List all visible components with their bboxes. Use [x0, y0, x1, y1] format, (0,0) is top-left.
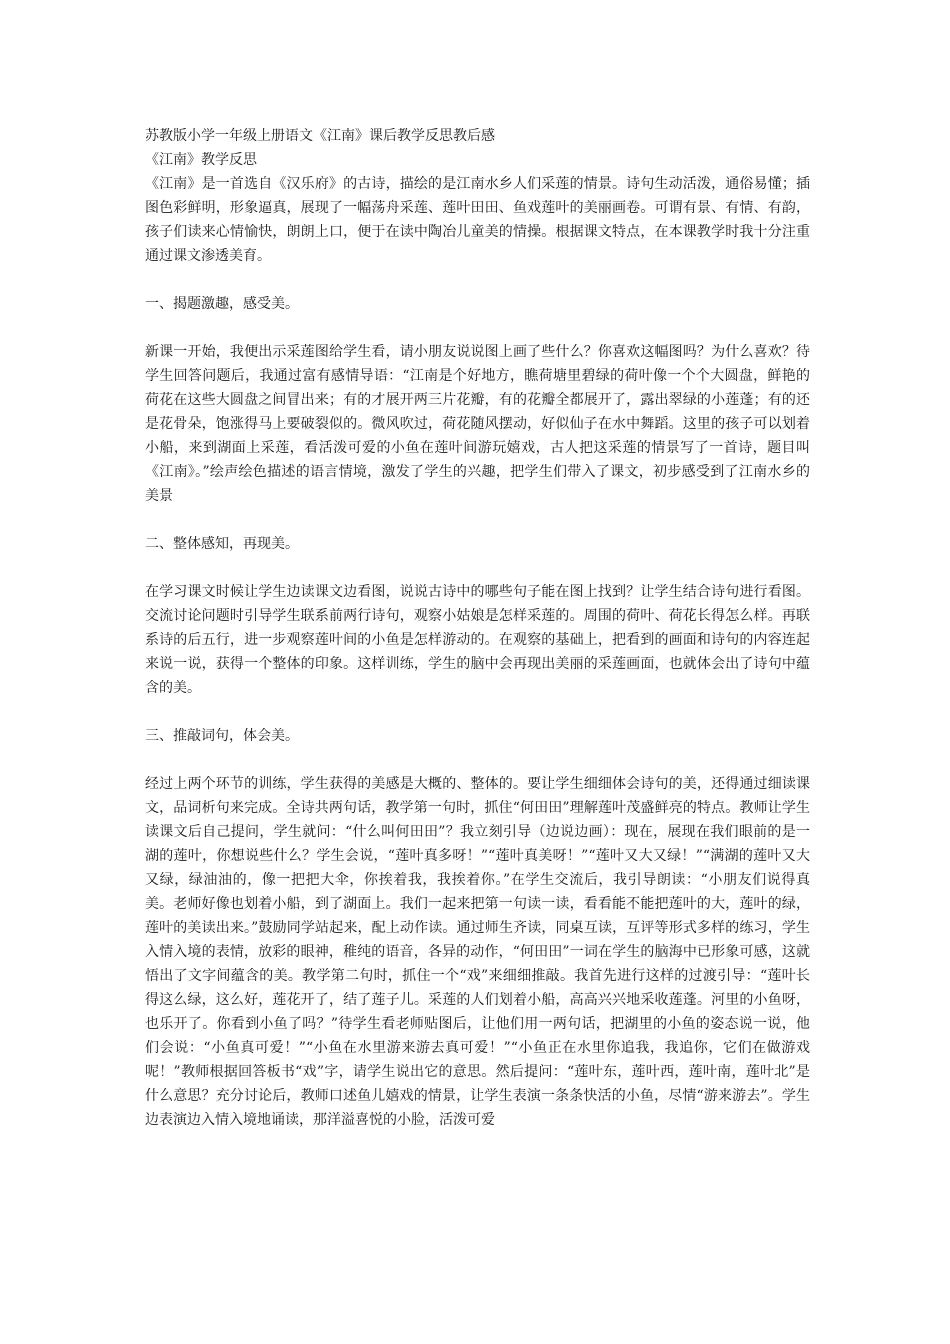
paragraph-gap — [145, 268, 810, 292]
document-subtitle: 《江南》教学反思 — [145, 152, 257, 168]
paragraph-gap — [145, 508, 810, 532]
paragraph-gap — [145, 316, 810, 340]
section-3-paragraph: 经过上两个环节的训练，学生获得的美感是大概的、整体的。要让学生细细体会诗句的美，还得通过细读课文，品词析句来完成。全诗共两句话，教学第一句时，抓住“何田田”理解莲叶茂盛鲜亮的特点。教师让学生读课文后自己提问，学生就问：“什么叫何田田”？我立刻引导（边说边画）：现在，展现在我们眼前的是一湖的莲叶，你想说些什么？学生会说，“莲叶真多呀！”“莲叶真美呀！”“莲叶又大又绿！”“满湖的莲叶又大又绿，绿油油的，像一把把大伞，你挨着我，我挨着你。”在学生交流后，我引导朗读：“小朋友们说得真美。老师好像也划着小船，到了湖面上。我们一起来把第一句读一读，看看能不能把莲叶的大，莲叶的绿，莲叶的美读出来。”鼓励同学站起来，配上动作读。通过师生齐读，同桌互读，互评等形式多样的练习，学生入情入境的表情，放彩的眼神，稚纯的语音，各异的动作，“何田田”一词在学生的脑海中已形象可感，这就悟出了文字间蕴含的美。教学第二句时，抓住一个“戏”来细细推敲。我首先进行这样的过渡引导：“莲叶长得这么绿，这么好，莲花开了，结了莲子儿。采莲的人们划着小船，高高兴兴地采收莲蓬。河里的小鱼呀，也乐开了。你看到小鱼了吗？”待学生看老师贴图后，让他们用一两句话，把湖里的小鱼的姿态说一说，他们会说：“小鱼真可爱！”“小鱼在水里游来游去真可爱！”“小鱼正在水里你追我，我追你，它们在做游戏呢！”教师根据回答板书“戏”字，请学生说出它的意思。然后提问：“莲叶东，莲叶西，莲叶南，莲叶北”是什么意思？充分讨论后，教师口述鱼儿嬉戏的情景，让学生表演一条条快活的小鱼，尽情“游来游去”。学生边表演边入情入境地诵读，那洋溢喜悦的小脸，活泼可爱 — [145, 776, 810, 1128]
section-1-paragraph: 新课一开始，我便出示采莲图给学生看，请小朋友说说图上画了些什么？你喜欢这幅图吗？为什么喜欢？待学生回答问题后，我通过富有感情导语：“江南是个好地方，瞧荷塘里碧绿的荷叶像一个个大圆盘，鲜艳的荷花在这些大圆盘之间冒出来；有的才展开两三片花瓣，有的花瓣全都展开了，露出翠绿的小莲蓬；有的还是花骨朵，饱涨得马上要破裂似的。微风吹过，荷花随风摆动，好似仙子在水中舞蹈。这里的孩子可以划着小船，来到湖面上采莲，看活泼可爱的小鱼在莲叶间游玩嬉戏，古人把这采莲的情景写了一首诗，题目叫《江南》。”绘声绘色描述的语言情境，激发了学生的兴趣，把学生们带入了课文，初步感受到了江南水乡的美景 — [145, 344, 810, 504]
document-page — [145, 124, 810, 1132]
intro-paragraph: 《江南》是一首选自《汉乐府》的古诗，描绘的是江南水乡人们采莲的情景。诗句生动活泼，通俗易懂；插图色彩鲜明，形象逼真，展现了一幅荡舟采莲、莲叶田田、鱼戏莲叶的美丽画卷。可谓有景、有情、有韵，孩子们读来心情愉快，朗朗上口，便于在读中陶冶儿童美的情操。根据课文特点，在本课教学时我十分注重通过课文渗透美育。 — [145, 176, 810, 264]
document-title: 苏教版小学一年级上册语文《江南》课后教学反思教后感 — [145, 128, 495, 144]
section-2-heading: 二、整体感知，再现美。 — [145, 536, 299, 552]
section-2-paragraph: 在学习课文时候让学生边读课文边看图，说说古诗中的哪些句子能在图上找到？让学生结合诗句进行看图。交流讨论问题时引导学生联系前两行诗句，观察小姑娘是怎样采莲的。周围的荷叶、荷花长得怎么样。再联系诗的后五行，进一步观察莲叶间的小鱼是怎样游动的。在观察的基础上，把看到的画面和诗句的内容连起来说一说，获得一个整体的印象。这样训练，学生的脑中会再现出美丽的采莲画面，也就体会出了诗句中蕴含的美。 — [145, 584, 810, 696]
paragraph-gap — [145, 748, 810, 772]
section-1-heading: 一、揭题激趣，感受美。 — [145, 296, 299, 312]
paragraph-gap — [145, 700, 810, 724]
paragraph-gap — [145, 556, 810, 580]
section-3-heading: 三、推敲词句，体会美。 — [145, 728, 299, 744]
